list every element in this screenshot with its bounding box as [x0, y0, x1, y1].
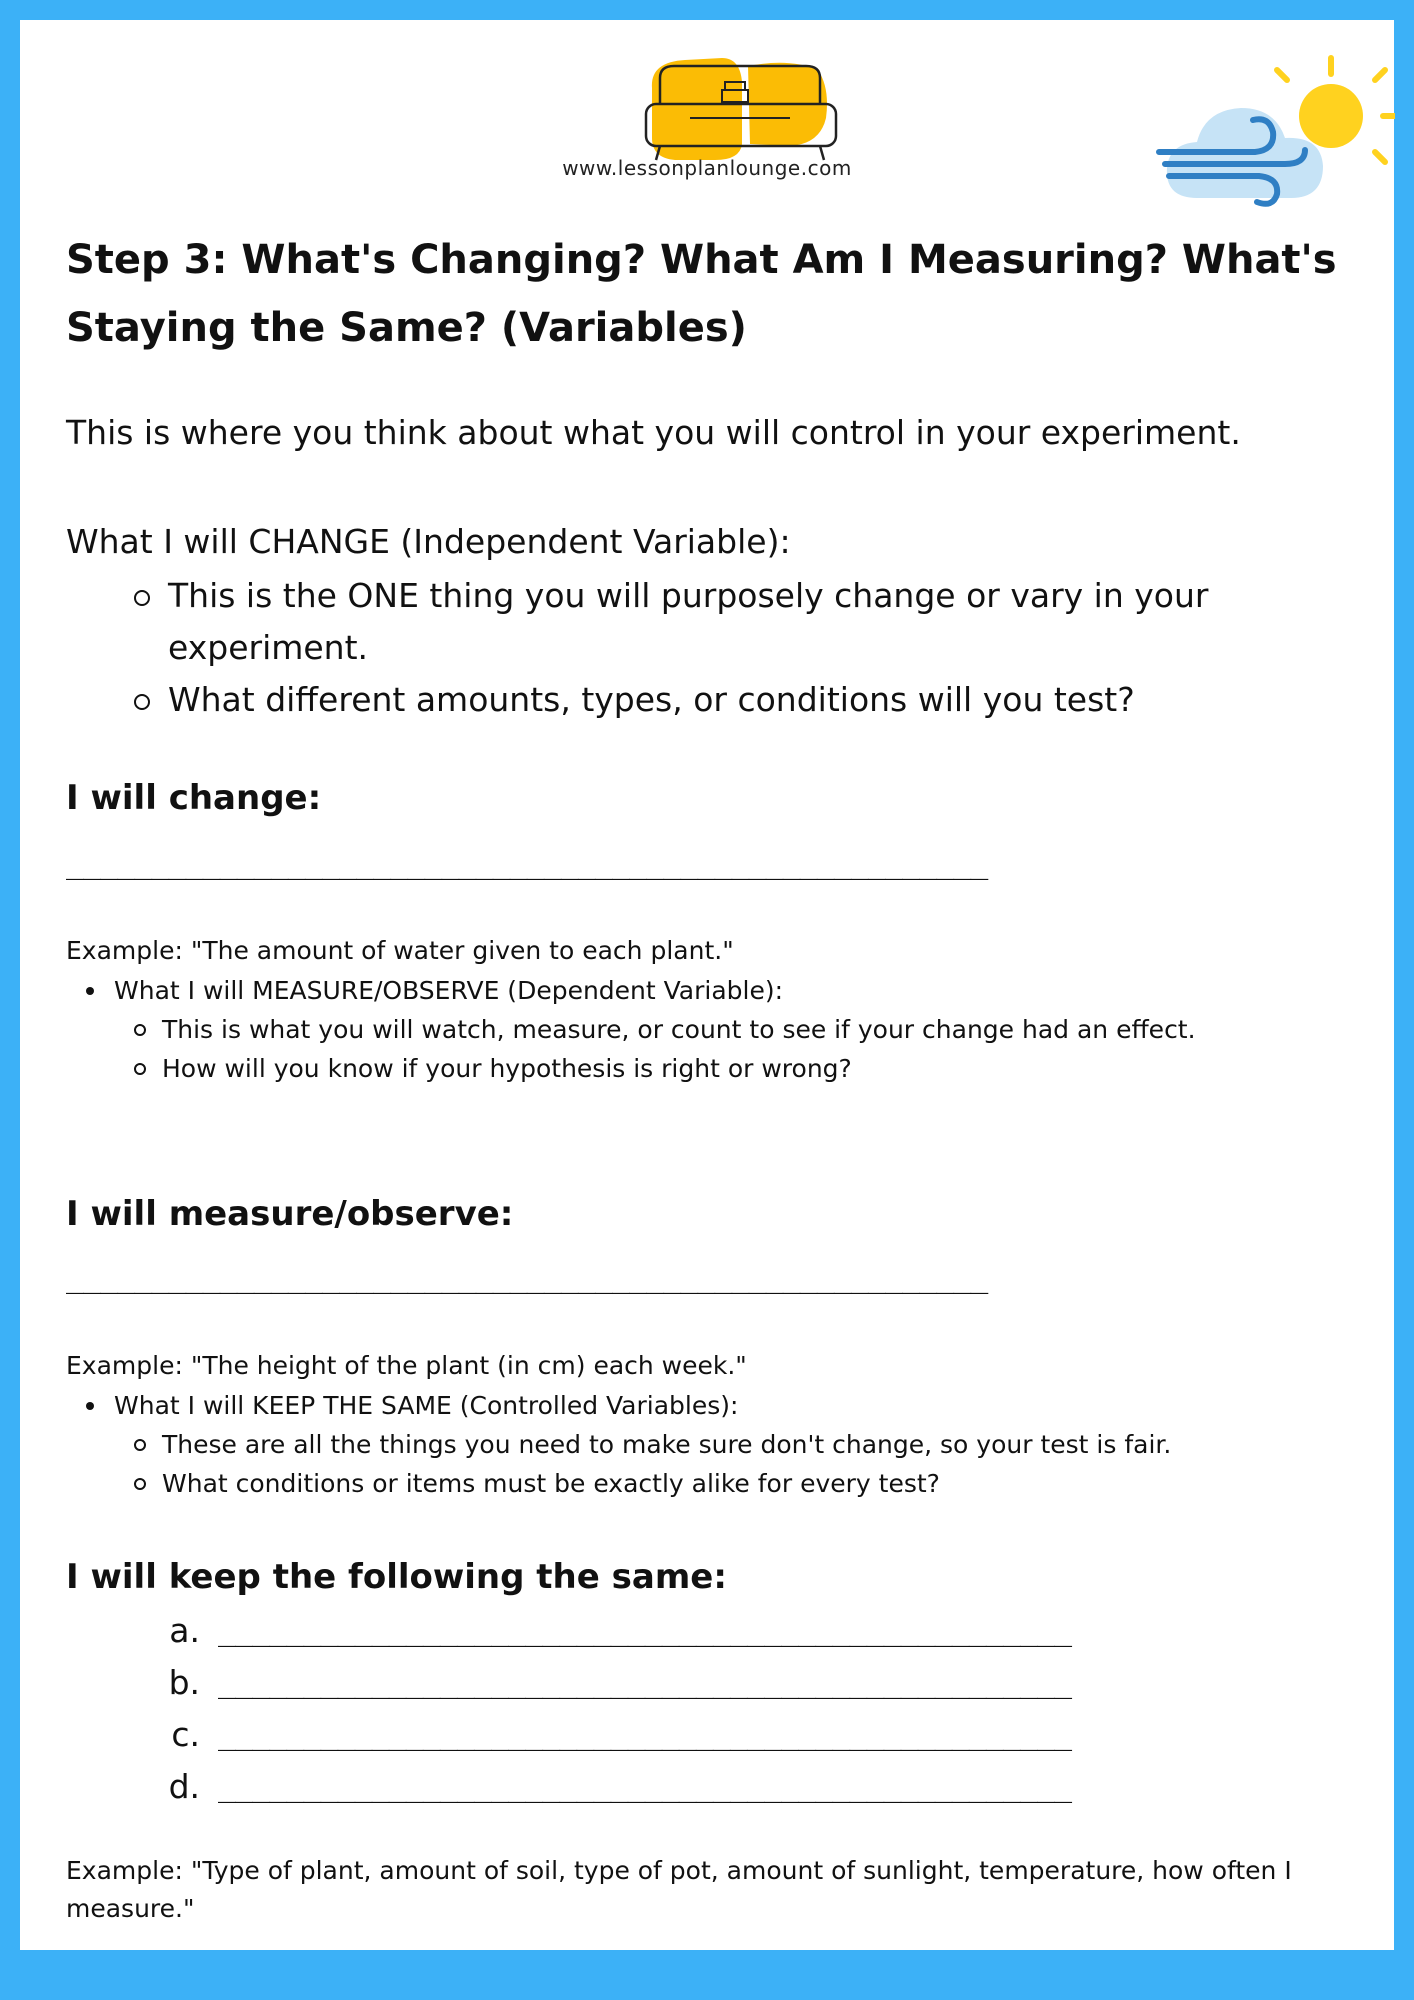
dependent-list: [66, 971, 1366, 1088]
change-heading: I will change:: [66, 778, 322, 818]
answer-line-a[interactable]: __________________________________________________: [218, 1613, 1072, 1648]
worksheet-page: [20, 20, 1394, 1950]
dependent-lead: What I will MEASURE/OBSERVE (Dependent Variable): This is what you will watch, measure, or count to see if your change had an effect. How will you know if your hypothesis is right or wrong?: [66, 971, 1366, 1088]
keep-same-example: Example: "Type of plant, amount of soil, type of pot, amount of sunlight, temperature, how often I measure.": [66, 1856, 1292, 1923]
website-url[interactable]: www.lessonplanlounge.com: [562, 156, 852, 180]
list-item: a. __________________________________________________: [160, 1605, 1380, 1657]
controlled-list: [66, 1386, 1366, 1503]
list-item: These are all the things you need to make sure don't change, so your test is fair.: [114, 1425, 1366, 1464]
change-example: Example: "The amount of water given to each plant.": [66, 936, 734, 965]
list-item: How will you know if your hypothesis is right or wrong?: [114, 1049, 1366, 1088]
list-item: d. __________________________________________________: [160, 1761, 1380, 1813]
intro-text: This is where you think about what you will control in your experiment.: [66, 413, 1241, 452]
list-item: What conditions or items must be exactly alike for every test?: [114, 1464, 1366, 1503]
independent-lead: What I will CHANGE (Independent Variable):: [66, 522, 791, 561]
sofa-icon: [630, 48, 840, 168]
page-title: Step 3: What's Changing? What Am I Measuring? What's Staying the Same? (Variables): [66, 237, 1337, 351]
answer-line-d[interactable]: __________________________________________________: [218, 1769, 1072, 1804]
keep-same-heading: I will keep the following the same:: [66, 1557, 727, 1597]
controlled-lead: What I will KEEP THE SAME (Controlled Variables): These are all the things you need to make sure don't change, so your test is fair. What conditions or items must be exactly alike for every test?: [66, 1386, 1366, 1503]
independent-bullets: [168, 570, 1328, 726]
change-answer-line[interactable]: ______________________________________________________: [66, 846, 988, 881]
answer-line-b[interactable]: __________________________________________________: [218, 1665, 1072, 1700]
measure-heading: I will measure/observe:: [66, 1194, 514, 1234]
list-item: b. __________________________________________________: [160, 1657, 1380, 1709]
measure-answer-line[interactable]: ______________________________________________________: [66, 1260, 988, 1295]
list-item: This is the ONE thing you will purposely change or vary in your experiment.: [168, 570, 1328, 674]
list-item: This is what you will watch, measure, or count to see if your change had an effect.: [114, 1010, 1366, 1049]
list-item: c. __________________________________________________: [160, 1709, 1380, 1761]
sun-cloud-wind-icon: [1135, 38, 1395, 218]
measure-example: Example: "The height of the plant (in cm) each week.": [66, 1351, 747, 1380]
answer-line-c[interactable]: __________________________________________________: [218, 1717, 1072, 1752]
list-item: What different amounts, types, or conditions will you test?: [168, 674, 1328, 726]
controlled-answer-list: [160, 1605, 1380, 1813]
